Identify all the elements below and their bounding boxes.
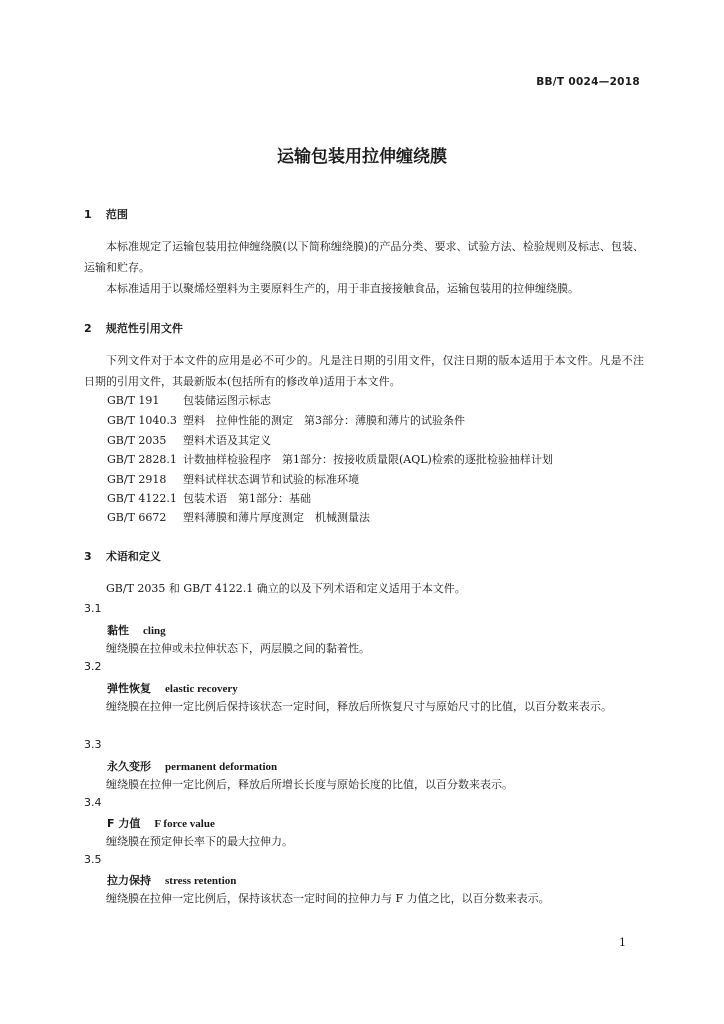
reference-item [107, 509, 370, 525]
section-heading-normative [84, 320, 183, 336]
term-name-en: F force value [154, 818, 215, 830]
scope-paragraph-2: 本标准适用于以聚烯烃塑料为主要原料生产的，用于非直接接触食品，运输包装用的拉伸缠绕膜。 [106, 282, 579, 295]
term-name-en: permanent deformation [165, 761, 278, 773]
scope-paragraph-1: 本标准规定了运输包装用拉伸缠绕膜(以下简称缠绕膜)的产品分类、要求、试验方法、检验规则及标志、包装、运输和贮存。 [84, 240, 644, 274]
page-number: 1 [619, 936, 626, 949]
term-name-en: cling [143, 625, 166, 637]
term-number: 3.4 [84, 796, 102, 809]
section-number: 2 [84, 322, 92, 335]
term-name [107, 872, 236, 888]
terms-intro: GB/T 2035 和 GB/T 4122.1 确立的以及下列术语和定义适用于本文件。 [106, 582, 466, 595]
reference-code: GB/T 1040.3 [107, 414, 177, 427]
reference-item [107, 490, 311, 506]
term-definition: 缠绕膜在拉伸一定比例后保持该状态一定时间，释放后所恢复尺寸与原始尺寸的比值，以百分数来表示。 [106, 700, 612, 713]
reference-code: GB/T 2035 [107, 434, 167, 447]
section-number: 1 [84, 208, 92, 221]
section-title: 范围 [105, 208, 128, 221]
term-definition: 缠绕膜在拉伸一定比例后，保持该状态一定时间的拉伸力与 F 力值之比，以百分数来表示。 [106, 892, 550, 905]
term-name-zh: F 力值 [107, 817, 141, 830]
term-number: 3.1 [84, 602, 102, 615]
term-number: 3.3 [84, 738, 102, 751]
term-name-zh: 黏性 [107, 624, 129, 637]
term-number: 3.2 [84, 660, 102, 673]
reference-code: GB/T 2918 [107, 473, 167, 486]
reference-title: 塑料 拉伸性能的测定 第3部分：薄膜和薄片的试验条件 [183, 414, 465, 427]
term-definition: 缠绕膜在预定伸长率下的最大拉伸力。 [106, 835, 293, 848]
reference-item [107, 432, 271, 448]
term-name-en: stress retention [165, 875, 237, 887]
reference-item [107, 471, 359, 487]
reference-code: GB/T 6672 [107, 511, 167, 524]
reference-title: 塑料术语及其定义 [183, 434, 271, 447]
reference-code: GB/T 4122.1 [107, 492, 177, 505]
section-title: 规范性引用文件 [105, 322, 183, 335]
document-title: 运输包装用拉伸缠绕膜 [277, 147, 447, 167]
section-heading-terms [84, 548, 161, 564]
reference-title: 包装术语 第1部分：基础 [183, 492, 311, 505]
reference-title: 包装储运图示标志 [183, 394, 271, 407]
normative-intro: 下列文件对于本文件的应用是必不可少的。凡是注日期的引用文件，仅注日期的版本适用于本文件。凡是不注日期的引用文件，其最新版本(包括所有的修改单)适用于本文件。 [84, 354, 644, 388]
section-title: 术语和定义 [105, 550, 161, 563]
reference-title: 塑料薄膜和薄片厚度测定 机械测量法 [183, 511, 370, 524]
term-name [107, 815, 215, 831]
term-name [107, 758, 277, 774]
reference-item [107, 451, 553, 467]
standard-code: BB/T 0024—2018 [536, 76, 640, 88]
reference-title: 塑料试样状态调节和试验的标准环境 [183, 473, 359, 486]
reference-code: GB/T 2828.1 [107, 453, 177, 466]
term-number: 3.5 [84, 853, 102, 866]
term-name [107, 680, 238, 696]
term-name-zh: 弹性恢复 [107, 682, 151, 695]
term-name [107, 622, 166, 638]
reference-item [107, 392, 271, 408]
term-name-en: elastic recovery [165, 683, 238, 695]
reference-item [107, 412, 465, 428]
term-name-zh: 拉力保持 [107, 874, 151, 887]
reference-title: 计数抽样检验程序 第1部分：按接收质量限(AQL)检索的逐批检验抽样计划 [183, 453, 553, 466]
term-definition: 缠绕膜在拉伸或未拉伸状态下，两层膜之间的黏着性。 [106, 642, 370, 655]
reference-code: GB/T 191 [107, 394, 160, 407]
section-heading-scope [84, 206, 128, 222]
section-number: 3 [84, 550, 92, 563]
term-definition: 缠绕膜在拉伸一定比例后，释放后所增长长度与原始长度的比值，以百分数来表示。 [106, 778, 513, 791]
term-name-zh: 永久变形 [107, 760, 151, 773]
